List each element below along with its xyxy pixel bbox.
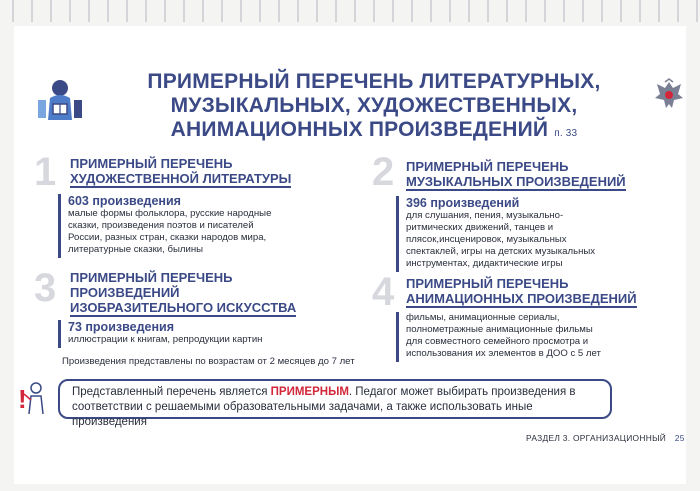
section-4-desc-line: для совместного семейного просмотра и — [406, 336, 589, 347]
section-3-heading-line-2: ПРОИЗВЕДЕНИЙ — [70, 285, 180, 300]
page-footer — [526, 433, 685, 443]
section-1-details — [58, 194, 318, 256]
alert-figure-icon — [16, 378, 48, 423]
section-3-details — [58, 320, 328, 346]
section-4-heading-line-2-text: АНИМАЦИОННЫХ ПРОИЗВЕДЕНИЙ — [406, 291, 637, 306]
title-line-3-text: АНИМАЦИОННЫХ ПРОИЗВЕДЕНИЙ — [170, 118, 549, 141]
section-heading-animation — [406, 276, 637, 306]
section-4-heading-line-1: ПРИМЕРНЫЙ ПЕРЕЧЕНЬ — [406, 276, 569, 291]
section-4-desc-line: полнометражные анимационные фильмы — [406, 324, 593, 335]
page-sheet — [14, 26, 686, 484]
section-2-count: 396 произведений — [406, 196, 520, 210]
section-2-desc-line: инструментах, дидактические игры — [406, 258, 563, 269]
section-2-heading-line-2 — [406, 174, 626, 189]
title-line-2: МУЗЫКАЛЬНЫХ, ХУДОЖЕСТВЕННЫХ, — [170, 94, 578, 117]
paragraph-reference: п. 33 — [554, 128, 578, 139]
section-3-heading-line-3 — [70, 300, 296, 315]
svg-text:!: ! — [18, 384, 27, 414]
section-2-details — [396, 196, 646, 270]
section-heading-fine-art — [70, 270, 296, 315]
section-2-description — [406, 210, 646, 270]
section-heading-literature — [70, 156, 291, 186]
footer-section-label: РАЗДЕЛ 3. ОРГАНИЗАЦИОННЫЙ — [526, 433, 667, 443]
notice-text-start: Представленный перечень является — [72, 386, 271, 398]
section-1-heading-line-1: ПРИМЕРНЫЙ ПЕРЕЧЕНЬ — [70, 156, 233, 171]
section-4-details — [396, 312, 656, 360]
section-1-count: 603 произведения — [68, 194, 181, 208]
reader-figure-icon — [36, 76, 84, 129]
section-1-heading-line-2 — [70, 171, 291, 186]
section-3-desc-line: иллюстрации к книгам, репродукции картин — [68, 334, 263, 345]
section-heading-music — [406, 159, 626, 189]
section-4-heading-line-2 — [406, 291, 637, 306]
notice-box — [58, 379, 612, 428]
section-number-4: 4 — [372, 270, 395, 314]
section-number-3: 3 — [34, 266, 57, 310]
section-2-desc-line: спектаклей, игры на детских музыкальных — [406, 246, 596, 257]
section-4-desc-line: фильмы, анимационные сериалы, — [406, 312, 560, 323]
page-number: 25 — [674, 433, 685, 443]
section-2-desc-line: ритмических движений, танцев и — [406, 222, 554, 233]
section-1-heading-line-2-text: ХУДОЖЕСТВЕННОЙ ЛИТЕРАТУРЫ — [70, 171, 292, 186]
section-3-heading-line-1: ПРИМЕРНЫЙ ПЕРЕЧЕНЬ — [70, 270, 233, 285]
section-4-desc-line: использования их элементов в ДОО с 5 лет — [406, 348, 601, 359]
section-3-count: 73 произведения — [68, 320, 174, 334]
section-4-description — [406, 312, 656, 360]
section-3-heading-line-3-text: ИЗОБРАЗИТЕЛЬНОГО ИСКУССТВА — [70, 300, 297, 315]
notice-text-end: . Педагог может выбирать произведения в соответствии с решаемыми образовательными задачами, а также использовать иные произведения — [72, 386, 576, 428]
section-number-1: 1 — [34, 150, 57, 194]
section-number-2: 2 — [372, 150, 395, 194]
section-1-desc-line: литературные сказки, былины — [68, 244, 204, 255]
title-line-3 — [124, 118, 624, 146]
section-2-desc-line: плясок,инсценировок, музыкальных — [406, 234, 567, 245]
title-line-1: ПРИМЕРНЫЙ ПЕРЕЧЕНЬ ЛИТЕРАТУРНЫХ, — [147, 70, 601, 93]
page-title — [124, 70, 624, 146]
accent-bar — [396, 312, 399, 362]
section-3-description — [68, 334, 328, 346]
section-1-desc-line: России, разных стран, сказки народов мира, — [68, 232, 267, 243]
section-2-desc-line: для слушания, пения, музыкально- — [406, 210, 564, 221]
accent-bar — [396, 196, 399, 272]
section-1-desc-line: малые формы фольклора, русские народные — [68, 208, 272, 219]
section-2-heading-line-1: ПРИМЕРНЫЙ ПЕРЕЧЕНЬ — [406, 159, 569, 174]
accent-bar — [58, 320, 61, 348]
accent-bar — [58, 194, 61, 258]
notice-highlight: ПРИМЕРНЫМ — [270, 386, 349, 398]
age-range-footnote: Произведения представлены по возрастам от 2 месяцев до 7 лет — [62, 356, 355, 367]
spiral-binding — [0, 0, 700, 22]
section-2-heading-line-2-text: МУЗЫКАЛЬНЫХ ПРОИЗВЕДЕНИЙ — [406, 174, 626, 189]
section-1-description — [68, 208, 318, 256]
section-1-desc-line: сказки, произведения поэтов и писателей — [68, 220, 254, 231]
double-headed-eagle-emblem — [654, 78, 684, 117]
